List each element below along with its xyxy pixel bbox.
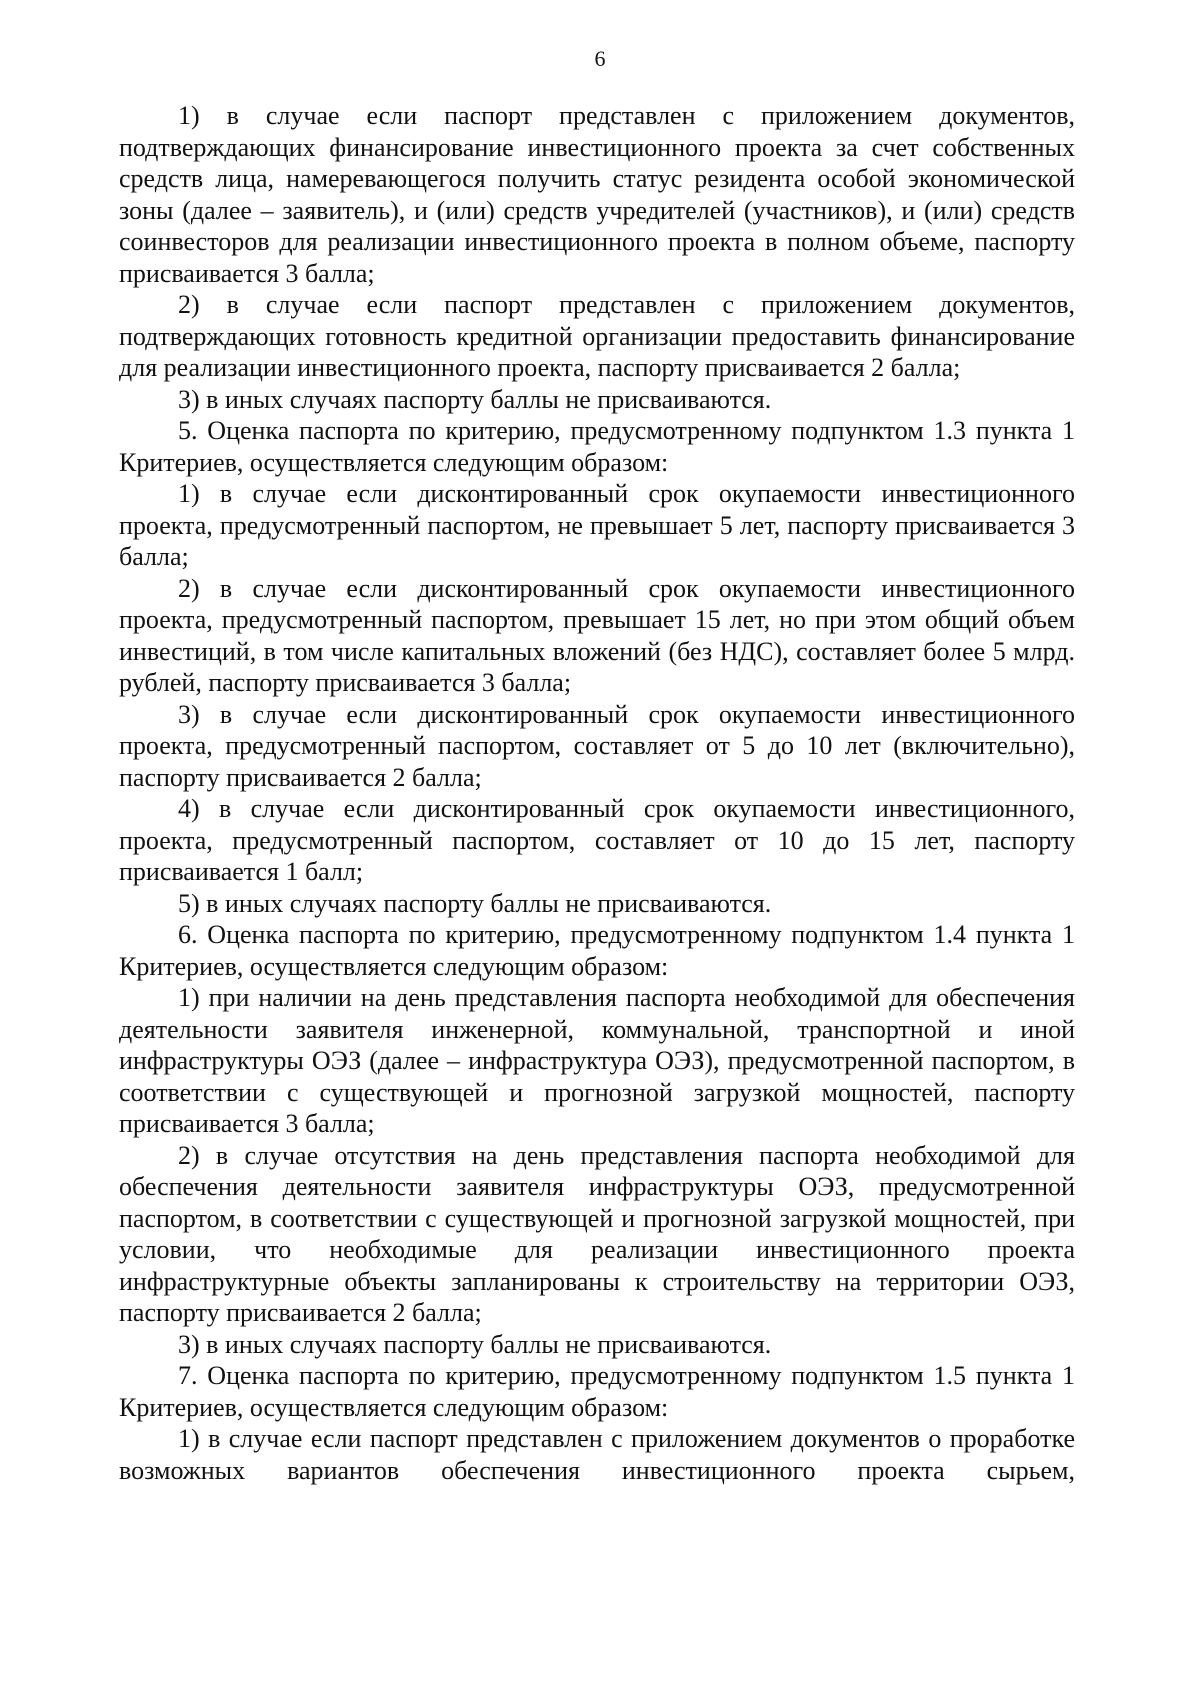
paragraph: 7. Оценка паспорта по критерию, предусмотренному подпунктом 1.5 пункта 1 Критериев, осуществляется следующим образом: bbox=[119, 1361, 1075, 1422]
paragraph: 3) в иных случаях паспорту баллы не присваиваются. bbox=[178, 384, 772, 414]
paragraph: 6. Оценка паспорта по критерию, предусмотренному подпунктом 1.4 пункта 1 Критериев, осуществляется следующим образом: bbox=[119, 920, 1075, 981]
paragraph: 2) в случае если паспорт представлен с приложением документов, подтверждающих готовность кредитной организации предоставить финансирование для реализации инвестиционного проекта, паспорту присваивается 2 балла; bbox=[119, 290, 1075, 382]
paragraph: 1) в случае если паспорт представлен с приложением документов о проработке возможных вариантов обеспечения инвестиционного проекта сырьем, bbox=[119, 1424, 1075, 1485]
paragraph: 3) в случае если дисконтированный срок окупаемости инвестиционного проекта, предусмотренный паспортом, составляет от 5 до 10 лет (включительно), паспорту присваивается 2 балла; bbox=[119, 699, 1075, 792]
paragraph: 5. Оценка паспорта по критерию, предусмотренному подпунктом 1.3 пункта 1 Критериев, осуществляется следующим образом: bbox=[119, 416, 1075, 477]
paragraph: 1) в случае если дисконтированный срок окупаемости инвестиционного проекта, предусмотренный паспортом, не превышает 5 лет, паспорту присваивается 3 балла; bbox=[119, 479, 1075, 571]
paragraph: 3) в иных случаях паспорту баллы не присваиваются. bbox=[178, 1329, 772, 1359]
paragraph: 2) в случае если дисконтированный срок окупаемости инвестиционного проекта, предусмотренный паспортом, превышает 15 лет, но при этом общий объем инвестиций, в том числе капитальных вложений (без НДС), составляет более 5 млрд. рублей, паспорту присваивается 3 балла; bbox=[119, 573, 1075, 697]
document-body bbox=[119, 100, 1075, 1486]
paragraph: 1) при наличии на день представления паспорта необходимой для обеспечения деятельности заявителя инженерной, коммунальной, транспортной и иной инфраструктуры ОЭЗ (далее – инфраструктура ОЭЗ), предусмотренной паспортом, в соответствии с существующей и прогнозной загрузкой мощностей, паспорту присваивается 3 балла; bbox=[119, 983, 1075, 1138]
paragraph: 4) в случае если дисконтированный срок окупаемости инвестиционного, проекта, предусмотренный паспортом, составляет от 10 до 15 лет, паспорту присваивается 1 балл; bbox=[119, 794, 1075, 886]
paragraph: 1) в случае если паспорт представлен с приложением документов, подтверждающих финансирование инвестиционного проекта за счет собственных средств лица, намеревающегося получить статус резидента особой экономической зоны (далее – заявитель), и (или) средств учредителей (участников), и (или) средств соинвесторов для реализации инвестиционного проекта в полном объеме, паспорту присваивается 3 балла; bbox=[119, 101, 1075, 288]
paragraph: 5) в иных случаях паспорту баллы не присваиваются. bbox=[178, 888, 772, 918]
paragraph: 2) в случае отсутствия на день представления паспорта необходимой для обеспечения деятельности заявителя инфраструктуры ОЭЗ, предусмотренной паспортом, в соответствии с существующей и прогнозной загрузкой мощностей, при условии, что необходимые для реализации инвестиционного проекта инфраструктурные объекты запланированы к строительству на территории ОЭЗ, паспорту присваивается 2 балла; bbox=[119, 1140, 1075, 1327]
page-number: 6 bbox=[594, 46, 606, 71]
